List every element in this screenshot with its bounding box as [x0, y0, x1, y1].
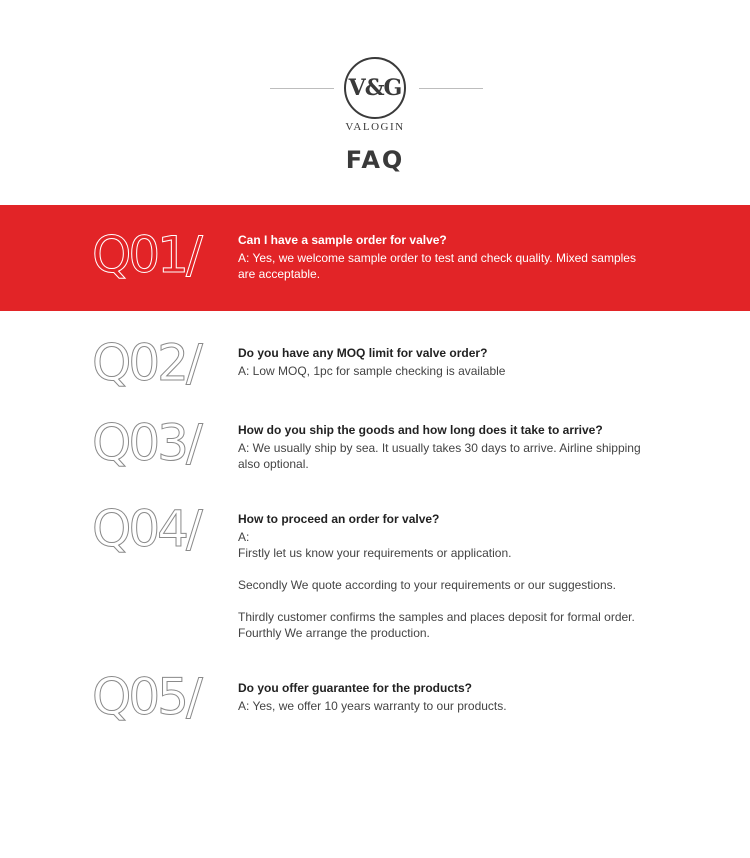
- header-rule-left: [270, 88, 334, 89]
- brand-logo: [344, 57, 406, 119]
- faq-number-5: Q05/: [92, 668, 200, 726]
- faq-number-2: Q02/: [92, 334, 200, 392]
- faq-answer-line: Secondly We quote according to your requirements or our suggestions.: [238, 578, 616, 592]
- faq-question-1: Can I have a sample order for valve?: [238, 233, 447, 247]
- faq-answer-line: A: Yes, we offer 10 years warranty to our products.: [238, 699, 507, 713]
- faq-item-2: [238, 345, 678, 379]
- paragraph-gap: [238, 593, 678, 609]
- faq-question-2: Do you have any MOQ limit for valve order?: [238, 346, 488, 360]
- header: [0, 0, 750, 205]
- faq-item-5: [238, 680, 678, 714]
- faq-item-3: [238, 422, 678, 472]
- faq-answer-line: A: Low MOQ, 1pc for sample checking is available: [238, 364, 506, 378]
- faq-question-3: How do you ship the goods and how long does it take to arrive?: [238, 423, 603, 437]
- faq-answer-line: are acceptable.: [238, 267, 321, 281]
- faq-item-1: [238, 232, 678, 282]
- brand-logo-mark: V&G: [348, 75, 402, 101]
- faq-answer-line: A: We usually ship by sea. It usually takes 30 days to arrive. Airline shipping: [238, 441, 641, 455]
- faq-item-4: [238, 511, 678, 641]
- faq-number-3: Q03/: [92, 414, 200, 472]
- faq-number-4: Q04/: [92, 500, 200, 558]
- faq-answer-line: A:: [238, 530, 250, 544]
- faq-answer-line: Fourthly We arrange the production.: [238, 626, 430, 640]
- faq-answer-line: A: Yes, we welcome sample order to test and check quality. Mixed samples: [238, 251, 636, 265]
- page-title: FAQ: [345, 146, 405, 174]
- faq-question-5: Do you offer guarantee for the products?: [238, 681, 473, 695]
- brand-name: VALOGIN: [345, 121, 405, 133]
- faq-answer-line: also optional.: [238, 457, 309, 471]
- faq-answer-line: Firstly let us know your requirements or application.: [238, 546, 512, 560]
- header-rule-right: [419, 88, 483, 89]
- faq-answer-line: Thirdly customer confirms the samples and places deposit for formal order.: [238, 610, 635, 624]
- faq-question-4: How to proceed an order for valve?: [238, 512, 440, 526]
- paragraph-gap: [238, 561, 678, 577]
- faq-number-1: Q01/: [92, 226, 200, 284]
